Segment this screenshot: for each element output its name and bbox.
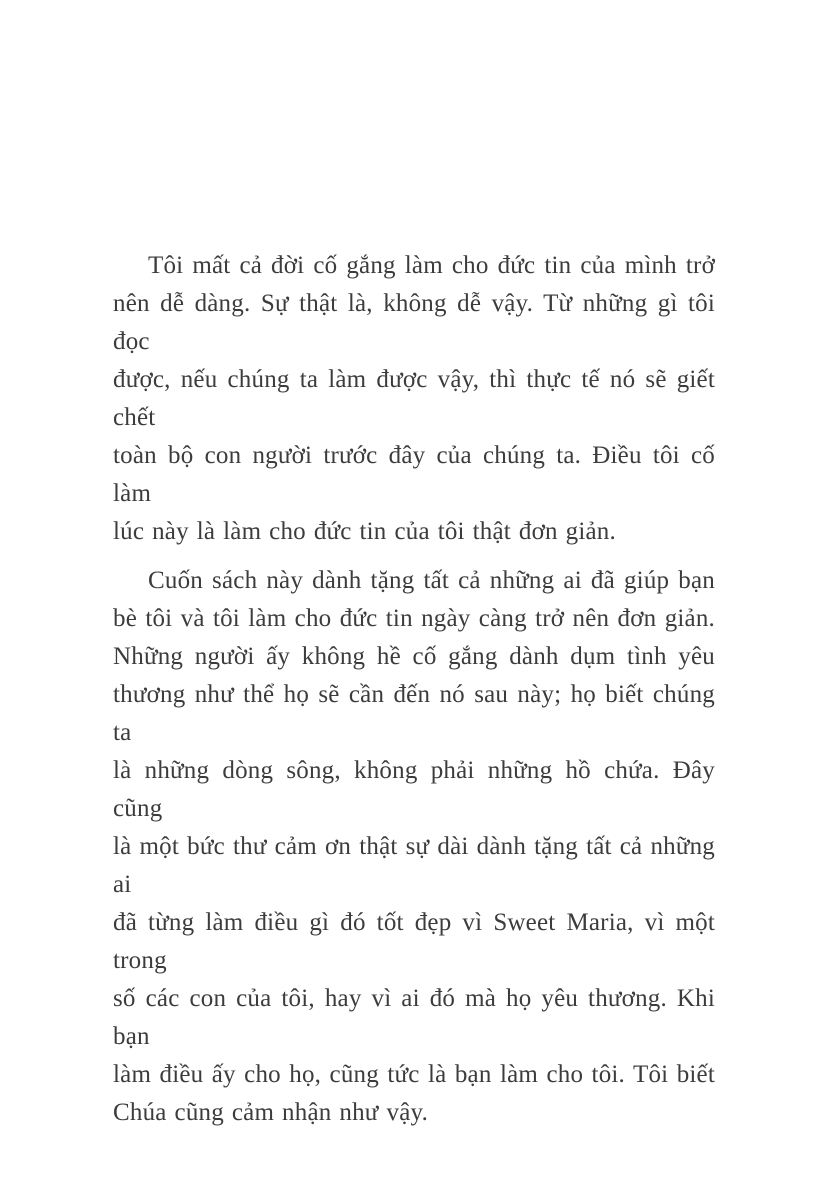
text-block — [113, 247, 715, 1143]
text-line: làm điều ấy cho họ, cũng tức là bạn làm cho tôi. Tôi biết — [113, 1061, 715, 1088]
text-line: Cuốn sách này dành tặng tất cả những ai đã giúp bạn — [148, 567, 715, 594]
text-line: là một bức thư cảm ơn thật sự dài dành tặng tất cả những ai — [113, 833, 715, 898]
text-line: bè tôi và tôi làm cho đức tin ngày càng trở nên đơn giản. — [113, 605, 715, 632]
text-line: Tôi mất cả đời cố gắng làm cho đức tin của mình trở — [148, 252, 715, 279]
text-line: được, nếu chúng ta làm được vậy, thì thực tế nó sẽ giết chết — [113, 366, 715, 431]
text-line: lúc này là làm cho đức tin của tôi thật đơn giản. — [113, 518, 616, 545]
text-line: số các con của tôi, hay vì ai đó mà họ yêu thương. Khi bạn — [113, 985, 715, 1050]
text-line: thương như thể họ sẽ cần đến nó sau này; họ biết chúng ta — [113, 681, 715, 746]
paragraph — [113, 247, 715, 551]
text-line: là những dòng sông, không phải những hồ chứa. Đây cũng — [113, 757, 715, 822]
text-line: Chúa cũng cảm nhận như vậy. — [113, 1099, 429, 1126]
text-line: Những người ấy không hề cố gắng dành dụm tình yêu — [113, 643, 715, 670]
text-line: toàn bộ con người trước đây của chúng ta. Điều tôi cố làm — [113, 442, 715, 507]
text-line: đã từng làm điều gì đó tốt đẹp vì Sweet Maria, vì một trong — [113, 909, 715, 974]
text-line: nên dễ dàng. Sự thật là, không dễ vậy. Từ những gì tôi đọc — [113, 290, 715, 355]
paragraph — [113, 562, 715, 1132]
